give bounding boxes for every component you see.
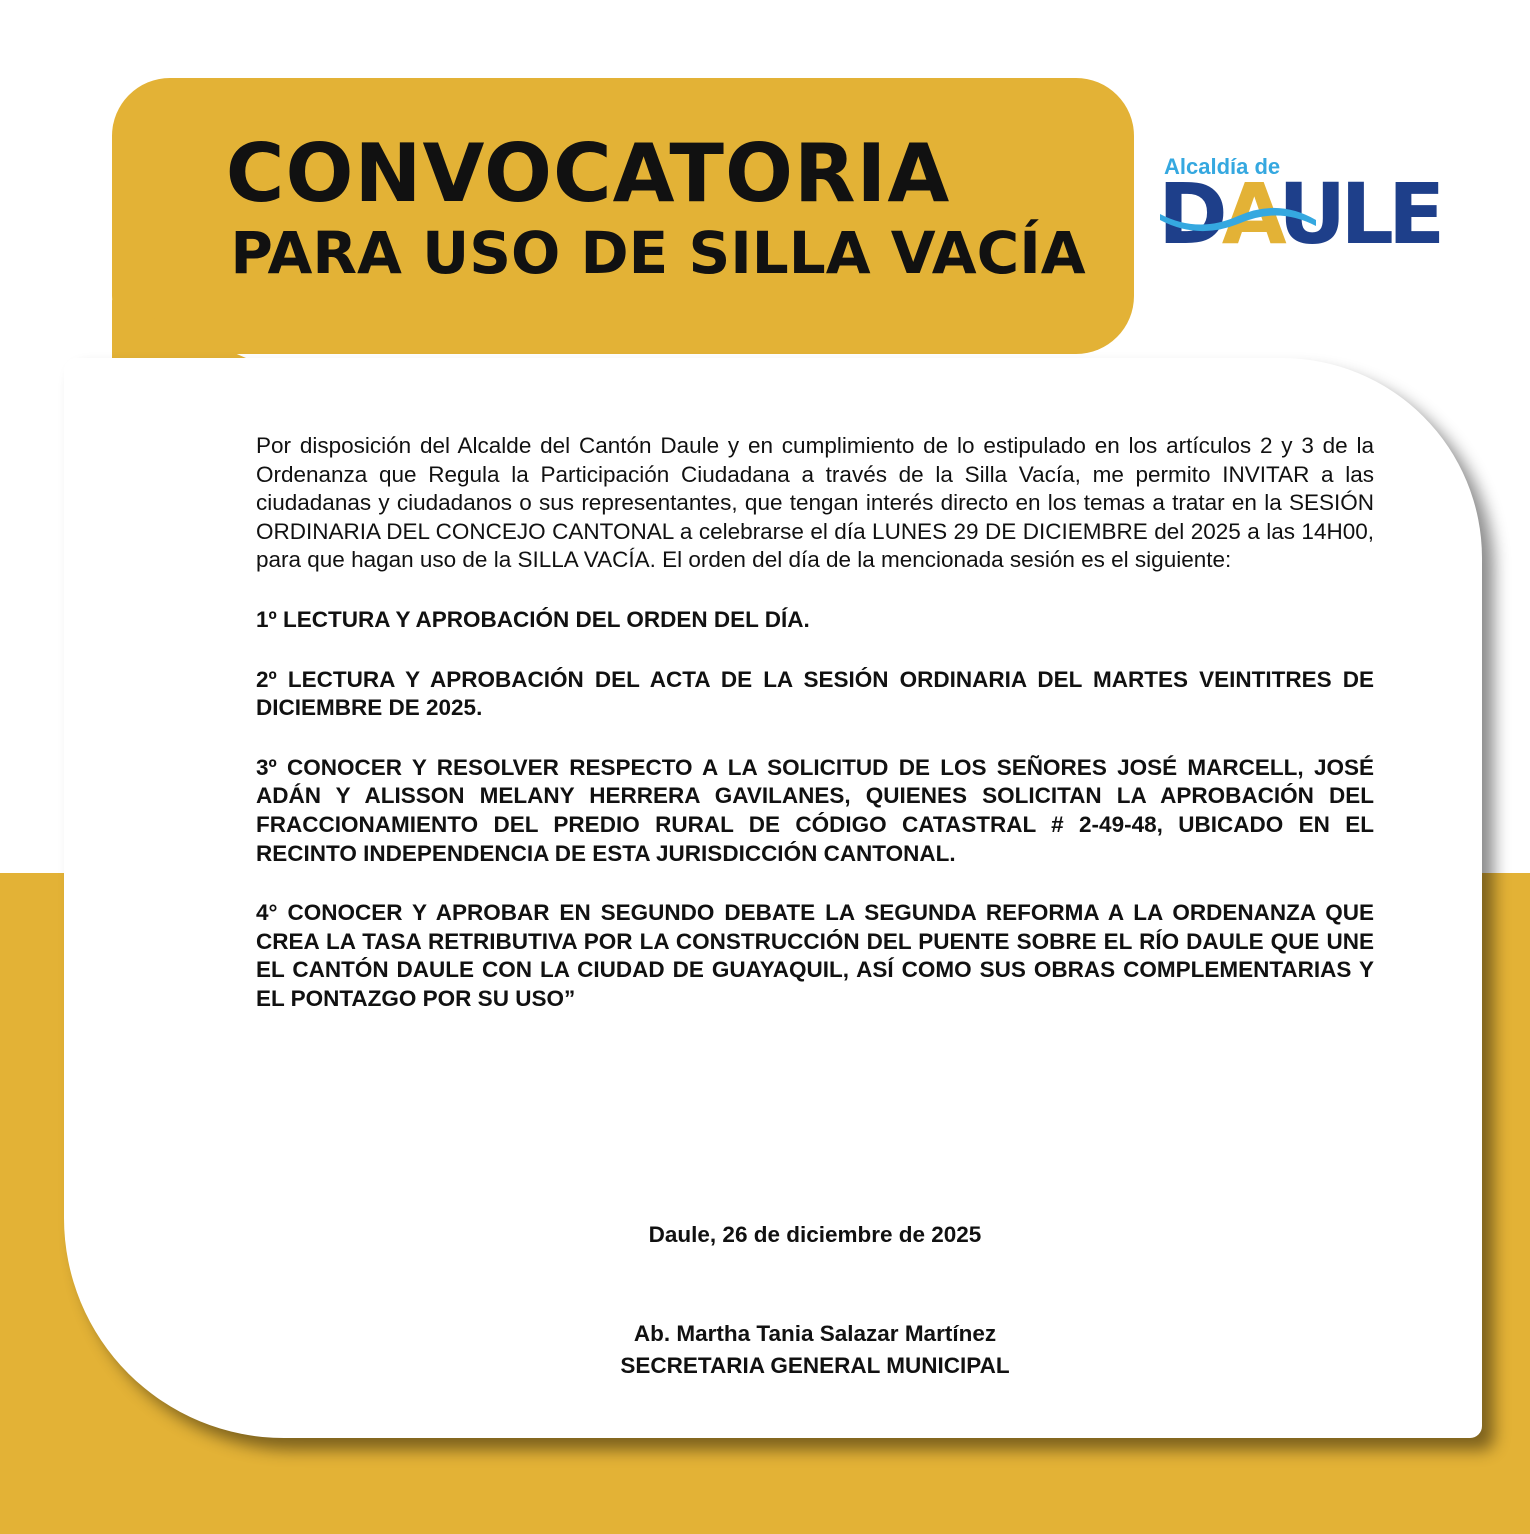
- intro-paragraph: Por disposición del Alcalde del Cantón Daule y en cumplimiento de lo estipulado en los artículos 2 y 3 de la Ordenanza que Regula la Participación Ciudadana a través de la Silla Vacía, me permito INVITAR a las ciudadanas y ciudadanos o sus representantes, que tengan interés directo en los temas a tratar en la SESIÓN ORDINARIA DEL CONCEJO CANTONAL a celebrarse el día LUNES 29 DE DICIEMBRE del 2025 a las 14H00, para que hagan uso de la SILLA VACÍA. El orden del día de la mencionada sesión es el siguiente:: [256, 433, 1374, 573]
- signer-name: Ab. Martha Tania Salazar Martínez: [633, 1321, 997, 1346]
- signature-block: [256, 1318, 1374, 1382]
- logo-top-text: Alcaldía de: [1164, 154, 1281, 179]
- alcaldia-daule-logo: [1158, 150, 1458, 262]
- document-date: Daule, 26 de diciembre de 2025: [648, 1222, 982, 1247]
- agenda-item-4: 4° CONOCER Y APROBAR EN SEGUNDO DEBATE LA SEGUNDA REFORMA A LA ORDENANZA QUE CREA LA TASA RETRIBUTIVA POR LA CONSTRUCCIÓN DEL PUENTE SOBRE EL RÍO DAULE QUE UNE EL CANTÓN DAULE CON LA CIUDAD DE GUAYAQUIL, ASÍ COMO SUS OBRAS COMPLEMENTARIAS Y EL PONTAZGO POR SU USO”: [256, 900, 1374, 1011]
- logo-letter-d: D: [1158, 165, 1222, 263]
- page-subtitle: PARA USO DE SILLA VACÍA: [230, 219, 1086, 287]
- logo-letter-a: A: [1221, 165, 1279, 263]
- agenda-item-2: 2º LECTURA Y APROBACIÓN DEL ACTA DE LA SESIÓN ORDINARIA DEL MARTES VEINTITRES DE DICIEMBRE DE 2025.: [256, 666, 1374, 721]
- page-title: CONVOCATORIA: [225, 127, 951, 220]
- logo-wave-icon: [1158, 194, 1318, 234]
- signer-title: SECRETARIA GENERAL MUNICIPAL: [620, 1353, 1010, 1378]
- agenda-item-3: 3º CONOCER Y RESOLVER RESPECTO A LA SOLICITUD DE LOS SEÑORES JOSÉ MARCELL, JOSÉ ADÁN Y ALISSON MELANY HERRERA GAVILANES, QUIENES SOLICITAN LA APROBACIÓN DEL FRACCIONAMIENTO DEL PREDIO RURAL DE CÓDIGO CATASTRAL # 2-49-48, UBICADO EN EL RECINTO INDEPENDENCIA DE ESTA JURISDICCIÓN CANTONAL.: [256, 754, 1374, 866]
- logo-letters-ule: ULE: [1278, 165, 1440, 263]
- document-body: [256, 432, 1374, 1014]
- agenda-item-1: 1º LECTURA Y APROBACIÓN DEL ORDEN DEL DÍA.: [256, 606, 810, 632]
